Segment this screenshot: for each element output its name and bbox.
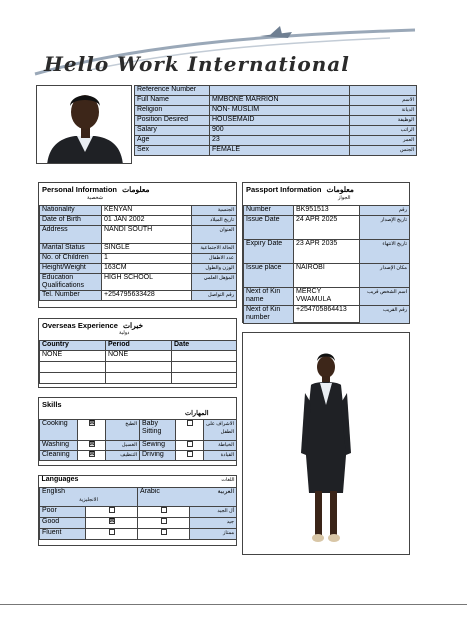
languages-section (38, 475, 237, 546)
personal-info-row (40, 291, 237, 301)
personal-info-title-ar2: شخصية (87, 195, 103, 201)
header-value: 900 (210, 126, 350, 136)
skill-row (40, 441, 237, 451)
skill-checkbox: ⊠ (89, 420, 95, 427)
passport-info-title: Passport Information (246, 185, 322, 194)
language-check-cell (86, 506, 138, 517)
passport-label-ar: اسم الشخص قريب (360, 288, 410, 306)
personal-info-section (38, 182, 237, 308)
skills-title-ar: المهارات (185, 410, 209, 417)
personal-value: HIGH SCHOOL (102, 274, 192, 291)
passport-info-row (244, 240, 410, 264)
company-logo (30, 22, 418, 80)
skills-title: Skills (42, 400, 62, 409)
personal-label: Marital Status (40, 244, 102, 254)
skill-name: Sewing (140, 441, 176, 451)
language-arabic-header (138, 487, 237, 506)
skill-checkbox (187, 451, 193, 457)
skill-name-ar: الطبخ (106, 420, 140, 441)
logo-text: Hello Work International (44, 52, 350, 76)
passport-value: +254705864413 (294, 306, 360, 324)
overseas-header: Date (172, 341, 237, 351)
header-label: Age (135, 136, 210, 146)
header-info-row (135, 86, 417, 96)
personal-info-row (40, 264, 237, 274)
overseas-row (40, 351, 237, 362)
passport-value: BK951513 (294, 206, 360, 216)
personal-label: Address (40, 226, 102, 244)
overseas-header: Period (106, 341, 172, 351)
personal-info-row (40, 206, 237, 216)
header-value: MMBONE MARRION (210, 96, 350, 106)
personal-info-row (40, 274, 237, 291)
passport-info-title-ar: معلومات (326, 185, 354, 194)
passport-label-ar: رقم (360, 206, 410, 216)
passport-info-row (244, 264, 410, 288)
header-info-row (135, 106, 417, 116)
language-check-cell (86, 528, 138, 539)
language-checkbox (161, 529, 167, 535)
overseas-table (39, 340, 237, 384)
language-check-cell (86, 517, 138, 528)
passport-info-table (243, 205, 410, 324)
skill-check-cell (78, 441, 106, 451)
header-value: 23 (210, 136, 350, 146)
personal-label: No. of Children (40, 254, 102, 264)
personal-label-ar: العنوان (192, 226, 237, 244)
skill-name-ar: الغسيل (106, 441, 140, 451)
passport-label: Issue Date (244, 216, 294, 240)
header-label: Reference Number (135, 86, 210, 96)
passport-value: NAIROBI (294, 264, 360, 288)
languages-title-row (40, 476, 237, 487)
language-arabic-label-ar: العربية (217, 488, 235, 495)
passport-info-row (244, 288, 410, 306)
personal-label-ar: الوزن والطول (192, 264, 237, 274)
overseas-cell (106, 362, 172, 373)
personal-value: 163CM (102, 264, 192, 274)
language-level: Fluent (40, 528, 86, 539)
language-level: Good (40, 517, 86, 528)
passport-value: 23 APR 2035 (294, 240, 360, 264)
header-label: Salary (135, 126, 210, 136)
language-level-row (40, 506, 237, 517)
header-info-row (135, 126, 417, 136)
full-body-photo (242, 332, 410, 555)
skill-name-ar: الخياطة (204, 441, 237, 451)
language-english-label-ar: الانجليزية (79, 496, 98, 503)
overseas-header: Country (40, 341, 106, 351)
header-info-table (134, 85, 417, 156)
overseas-cell (172, 373, 237, 384)
header-label-ar (350, 86, 417, 96)
header-value (210, 86, 350, 96)
skill-name-ar: القيادة (204, 451, 237, 461)
personal-value: NANDI SOUTH (102, 226, 192, 244)
language-check-cell (138, 506, 190, 517)
personal-value: KENYAN (102, 206, 192, 216)
overseas-row (40, 362, 237, 373)
passport-info-row (244, 216, 410, 240)
language-level: Poor (40, 506, 86, 517)
language-level-ar: جيد (190, 517, 237, 528)
personal-value: 01 JAN 2002 (102, 216, 192, 226)
header-value: HOUSEMAID (210, 116, 350, 126)
overseas-cell (40, 362, 106, 373)
header-label-ar: الراتب (350, 126, 417, 136)
personal-label-ar: الحالة الاجتماعية (192, 244, 237, 254)
skill-check-cell (176, 441, 204, 451)
passport-label: Next of Kin number (244, 306, 294, 324)
overseas-title-ar: خبرات (122, 321, 144, 330)
passport-info-title-ar2: الجواز (338, 195, 351, 201)
personal-label-ar: المؤهل العلمي (192, 274, 237, 291)
overseas-cell (172, 351, 237, 362)
personal-info-title-ar: معلومات (122, 185, 150, 194)
language-level-ar: ممتاز (190, 528, 237, 539)
skill-checkbox (187, 441, 193, 447)
skill-name-ar: التنظيف (106, 451, 140, 461)
personal-label-ar: عدد الاطفال (192, 254, 237, 264)
personal-info-row (40, 244, 237, 254)
languages-title: Languages (41, 476, 79, 483)
personal-info-table (39, 205, 237, 301)
passport-info-row (244, 306, 410, 324)
language-arabic-label: Arabic (140, 487, 160, 495)
skill-name: Baby Sitting (140, 420, 176, 441)
skill-checkbox: ⊠ (89, 441, 95, 448)
overseas-title: Overseas Experience (42, 321, 118, 330)
passport-value: MERCY VWAMULA (294, 288, 360, 306)
personal-label-ar: رقم التواصل (192, 291, 237, 301)
skill-row (40, 420, 237, 441)
header-label: Religion (135, 106, 210, 116)
skill-name: Cleaning (40, 451, 78, 461)
language-checkbox: ⊠ (109, 517, 115, 524)
header-label: Full Name (135, 96, 210, 106)
languages-title-ar: اللغات (221, 477, 235, 483)
skill-checkbox: ⊠ (89, 451, 95, 458)
passport-label: Next of Kin name (244, 288, 294, 306)
skill-name: Cooking (40, 420, 78, 441)
personal-label: Height/Weight (40, 264, 102, 274)
personal-label-ar: تاريخ الميلاد (192, 216, 237, 226)
overseas-title-ar2: دولية (119, 330, 130, 336)
personal-label: Date of Birth (40, 216, 102, 226)
skill-name: Washing (40, 441, 78, 451)
personal-info-row (40, 254, 237, 264)
passport-label-ar: مكان الإصدار (360, 264, 410, 288)
languages-table (39, 476, 237, 540)
skill-check-cell (78, 420, 106, 441)
personal-value: SINGLE (102, 244, 192, 254)
passport-info-section (242, 182, 410, 323)
header-label: Position Desired (135, 116, 210, 126)
header-label-ar: العمر (350, 136, 417, 146)
skill-checkbox (187, 420, 193, 426)
header-info-row (135, 96, 417, 106)
header-label-ar: الوظيفة (350, 116, 417, 126)
language-level-ar: أل الجيد (190, 506, 237, 517)
personal-label: Education Qualifications (40, 274, 102, 291)
skill-name: Driving (140, 451, 176, 461)
passport-label: Issue place (244, 264, 294, 288)
header-label-ar: الديانة (350, 106, 417, 116)
passport-label: Number (244, 206, 294, 216)
personal-label-ar: الجنسية (192, 206, 237, 216)
personal-info-row (40, 216, 237, 226)
header-info-row (135, 146, 417, 156)
header-value: NON- MUSLIM (210, 106, 350, 116)
language-checkbox (161, 507, 167, 513)
overseas-cell (172, 362, 237, 373)
header-info-row (135, 116, 417, 126)
language-checkbox (161, 518, 167, 524)
overseas-cell (40, 373, 106, 384)
skill-check-cell (176, 420, 204, 441)
personal-label: Nationality (40, 206, 102, 216)
overseas-header-row (40, 341, 237, 351)
language-checkbox (109, 507, 115, 513)
personal-info-row (40, 226, 237, 244)
passport-label-ar: تاريخ الانتهاء (360, 240, 410, 264)
personal-value: 1 (102, 254, 192, 264)
passport-label: Expiry Date (244, 240, 294, 264)
language-english-header (40, 487, 138, 506)
skill-row (40, 451, 237, 461)
language-checkbox (109, 529, 115, 535)
skill-check-cell (176, 451, 204, 461)
skill-check-cell (78, 451, 106, 461)
passport-value: 24 APR 2025 (294, 216, 360, 240)
page-bottom-rule (0, 604, 467, 605)
languages-header-row (40, 487, 237, 506)
language-level-row (40, 517, 237, 528)
header-label-ar: الاسم (350, 96, 417, 106)
personal-value: +254795633428 (102, 291, 192, 301)
overseas-row (40, 373, 237, 384)
skills-table (39, 419, 237, 461)
overseas-cell (106, 373, 172, 384)
overseas-cell: NONE (40, 351, 106, 362)
overseas-experience-section (38, 318, 237, 388)
language-level-row (40, 528, 237, 539)
passport-label-ar: رقم القريب (360, 306, 410, 324)
header-photo (36, 85, 132, 164)
language-check-cell (138, 517, 190, 528)
language-english-label: English (42, 487, 65, 495)
passport-info-row (244, 206, 410, 216)
header-value: FEMALE (210, 146, 350, 156)
header-info-row (135, 136, 417, 146)
header-label-ar: الجنس (350, 146, 417, 156)
skill-name-ar: الاشراف على الطفل (204, 420, 237, 441)
language-check-cell (138, 528, 190, 539)
passport-label-ar: تاريخ الإصدار (360, 216, 410, 240)
personal-info-title: Personal Information (42, 185, 118, 194)
header-label: Sex (135, 146, 210, 156)
personal-label: Tel. Number (40, 291, 102, 301)
overseas-cell: NONE (106, 351, 172, 362)
skills-section (38, 397, 237, 466)
